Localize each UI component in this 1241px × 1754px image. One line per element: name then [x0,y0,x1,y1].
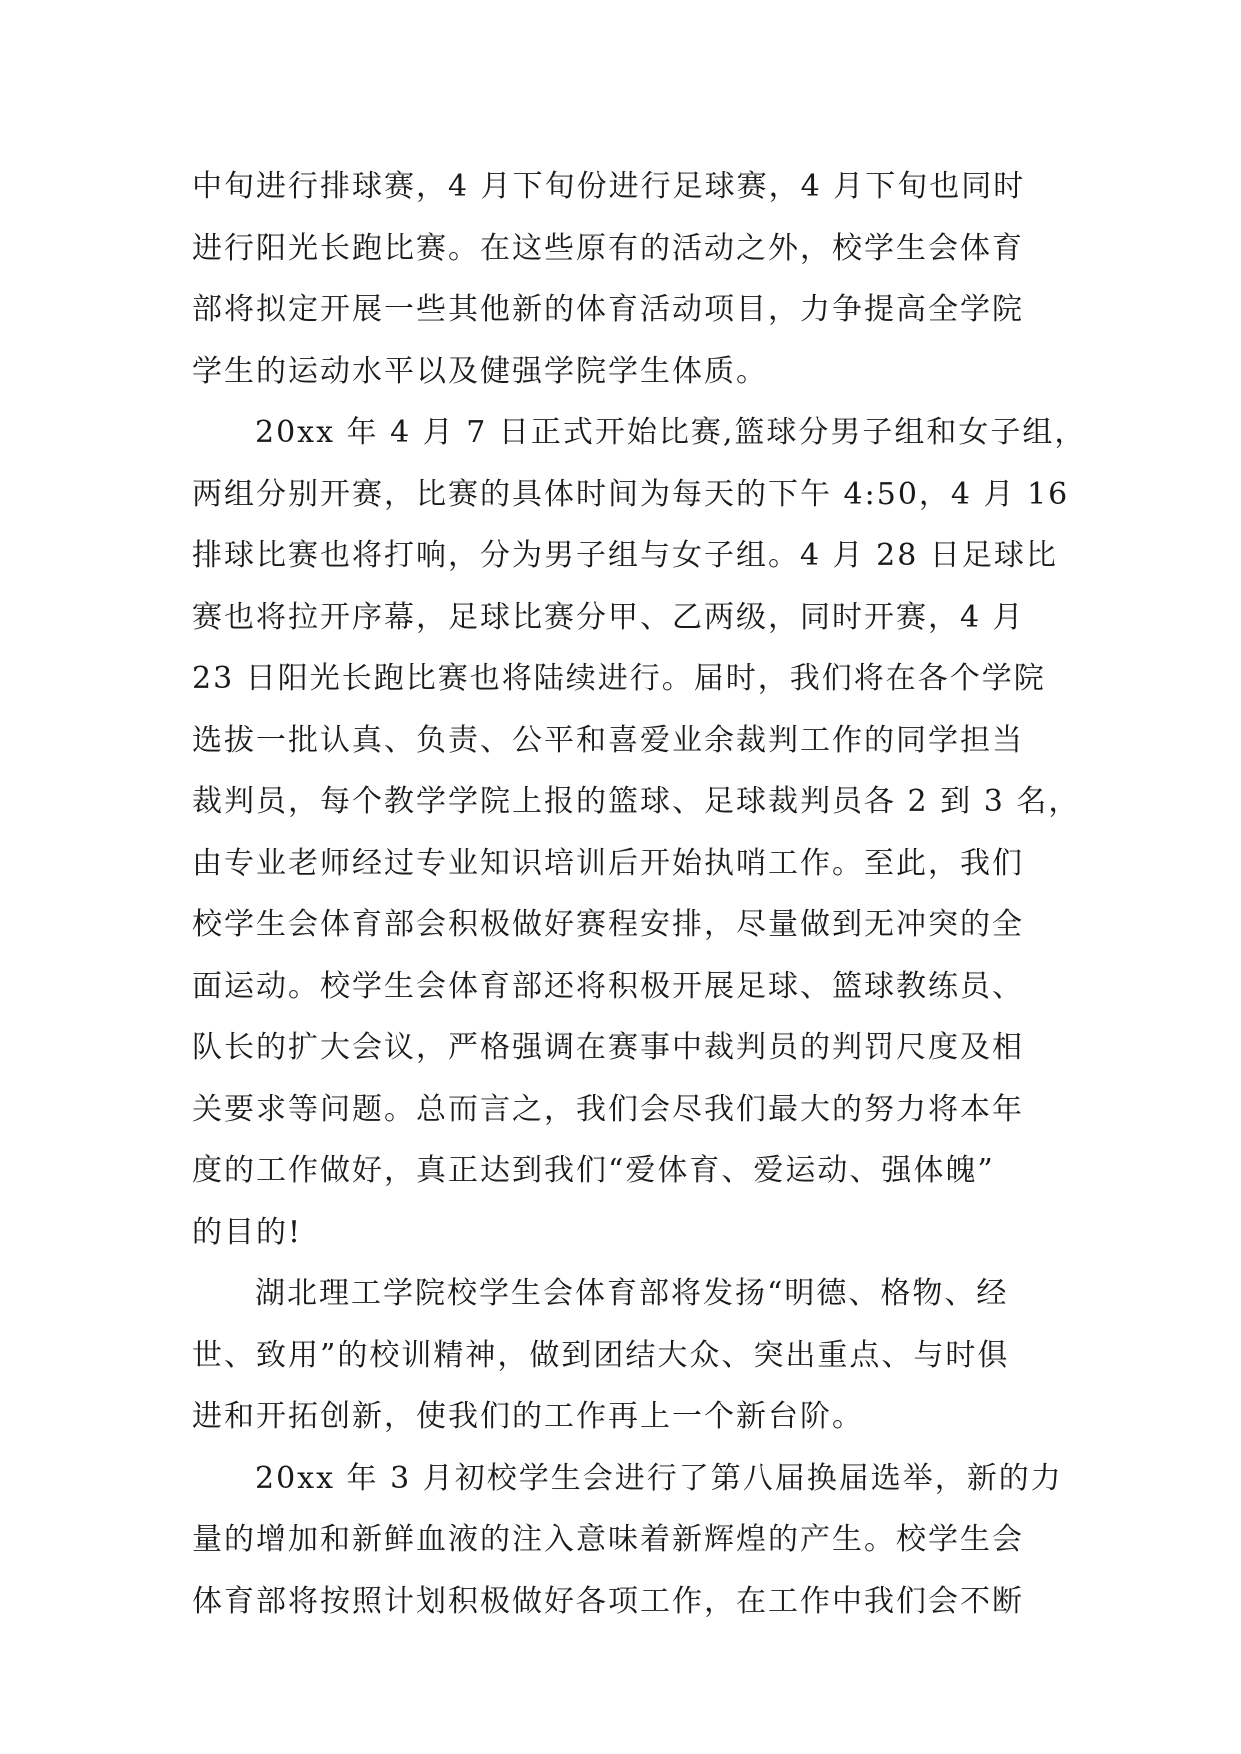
text-line: 中旬进行排球赛，4 月下旬份进行足球赛，4 月下旬也同时 [192,169,1026,204]
text-line: 排球比赛也将打响，分为男子组与女子组。4 月 28 日足球比 [192,538,1058,573]
text-line: 世、致用”的校训精神，做到团结大众、突出重点、与时俱 [192,1337,1010,1373]
text-line: 进和开拓创新，使我们的工作再上一个新台阶。 [192,1399,864,1434]
text-line: 量的增加和新鲜血液的注入意味着新辉煌的产生。校学生会 [192,1522,1024,1557]
text-line: 赛也将拉开序幕，足球比赛分甲、乙两级，同时开赛，4 月 [192,599,1025,635]
text-line: 体育部将按照计划积极做好各项工作，在工作中我们会不断 [192,1583,1024,1619]
text-line: 面运动。校学生会体育部还将积极开展足球、篮球教练员、 [192,968,1024,1004]
text-line: 23 日阳光长跑比赛也将陆续进行。届时，我们将在各个学院 [192,661,1046,696]
text-line: 选拔一批认真、负责、公平和喜爱业余裁判工作的同学担当 [192,722,1024,758]
text-line: 20xx 年 4 月 7 日正式开始比赛,篮球分男子组和女子组， [255,415,1087,450]
document-body [192,156,1087,1632]
text-line: 湖北理工学院校学生会体育部将发扬“明德、格物、经 [255,1276,1009,1311]
text-line: 20xx 年 3 月初校学生会进行了第八届换届选举，新的力 [255,1460,1063,1496]
text-line: 校学生会体育部会积极做好赛程安排，尽量做到无冲突的全 [192,907,1024,942]
text-line: 部将拟定开展一些其他新的体育活动项目，力争提高全学院 [192,292,1024,327]
text-line: 进行阳光长跑比赛。在这些原有的活动之外，校学生会体育 [192,230,1024,266]
text-line: 的目的! [192,1214,303,1250]
text-line: 关要求等问题。总而言之，我们会尽我们最大的努力将本年 [192,1091,1024,1127]
text-line: 由专业老师经过专业知识培训后开始执哨工作。至此，我们 [192,845,1024,881]
text-line: 队长的扩大会议，严格强调在赛事中裁判员的判罚尺度及相 [192,1030,1024,1065]
text-line: 裁判员，每个教学学院上报的篮球、足球裁判员各 2 到 3 名， [192,784,1081,819]
text-line: 度的工作做好，真正达到我们“爱体育、爱运动、强体魄” [192,1153,995,1188]
text-line: 两组分别开赛，比赛的具体时间为每天的下午 4:50，4 月 16 [192,476,1070,512]
text-line: 学生的运动水平以及健强学院学生体质。 [192,353,768,389]
